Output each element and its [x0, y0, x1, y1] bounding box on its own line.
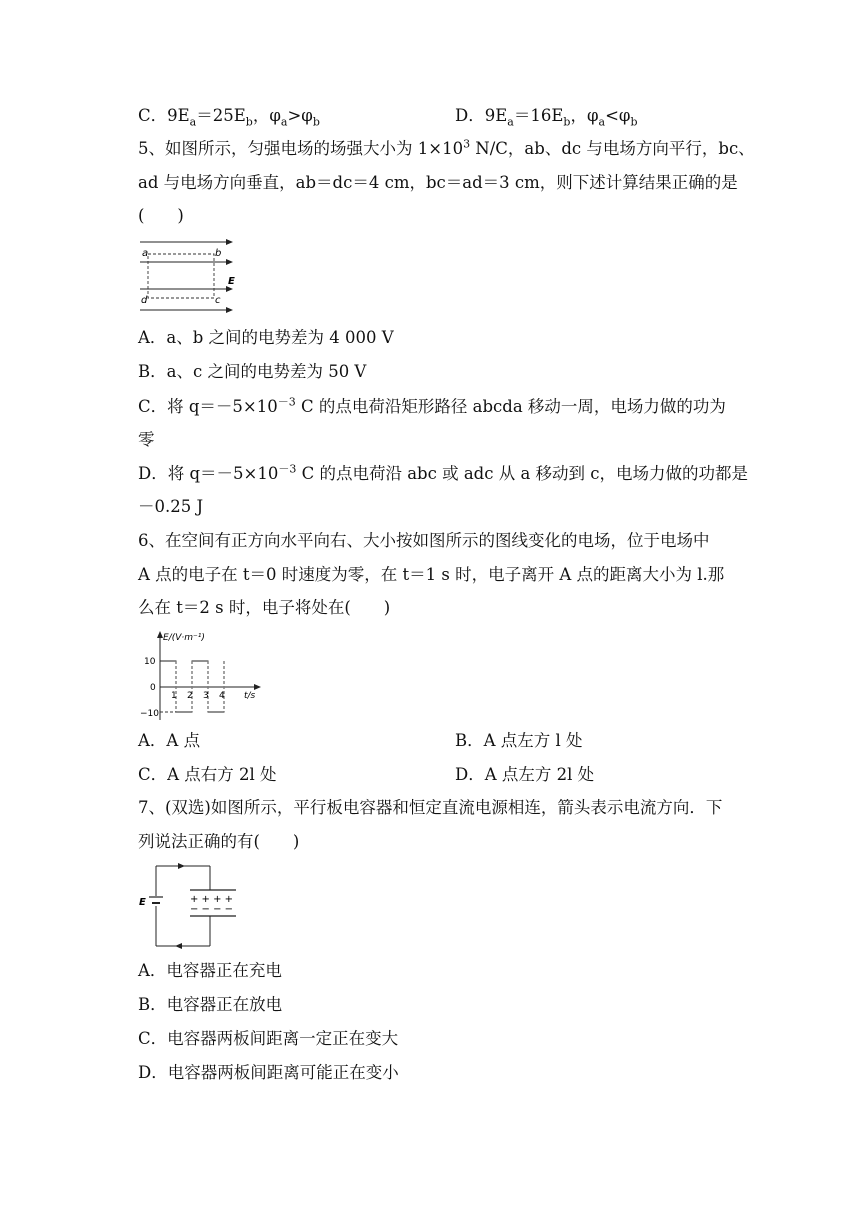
q7-option-d: D．电容器两板间距离可能正在变小 [138, 1063, 399, 1082]
q5-option-c-line2: 零 [138, 430, 155, 449]
capacitor-plus-charges: + + + + [190, 894, 234, 905]
label-c: c [215, 295, 221, 306]
y-axis-label: E/(V·m⁻¹) [163, 633, 205, 643]
label-d: d [141, 295, 148, 306]
q6-field-graph [138, 626, 268, 722]
label-e: E [228, 276, 235, 287]
y-tick-10: 10 [144, 657, 156, 667]
q5-option-d-line1: D．将 $q=-5\times 10^{-3}$ C 的点电荷沿 abc 或 adc 从 a 移动到 c，电场力做的功都是 [138, 462, 749, 483]
x-tick-4: 4 [219, 691, 225, 701]
q6-stem-line2: A 点的电子在 t＝0 时速度为零，在 t＝1 s 时，电子离开 A 点的距离大小为 l.那 [138, 565, 725, 584]
x-tick-3: 3 [203, 691, 209, 701]
q7-option-a: A．电容器正在充电 [138, 961, 282, 980]
x-tick-1: 1 [171, 691, 177, 701]
label-a: a [142, 248, 149, 259]
q5-option-b: B．a、c 之间的电势差为 50 V [138, 362, 367, 381]
q6-option-a: A．A 点 [138, 731, 201, 750]
q7-stem-line2: 列说法正确的有( ) [138, 832, 300, 851]
q5-stem-line1: 5、如图所示，匀强电场的场强大小为 $1\times 10^3$ N/C，ab、dc 与电场方向平行，bc、 [138, 137, 755, 158]
q6-option-c: C．A 点右方 2l 处 [138, 765, 277, 784]
q6-option-d: D．A 点左方 2l 处 [455, 765, 595, 784]
q5-stem-line3: ( ) [138, 206, 184, 225]
q7-stem-line1: 7、(双选)如图所示，平行板电容器和恒定直流电源相连，箭头表示电流方向．下 [138, 798, 723, 817]
battery-label-e: E [139, 897, 146, 908]
x-tick-2: 2 [187, 691, 193, 701]
label-b: b [215, 248, 222, 259]
q7-option-b: B．电容器正在放电 [138, 995, 283, 1014]
q7-circuit-figure [138, 858, 248, 950]
q6-option-b: B．A 点左方 l 处 [455, 731, 583, 750]
x-axis-label: t/s [244, 691, 256, 701]
y-tick-neg10: −10 [140, 709, 159, 719]
capacitor-minus-charges: − − − − [190, 904, 234, 915]
q6-stem-line3: 么在 t＝2 s 时，电子将处在( ) [138, 598, 391, 617]
q5-option-a: A．a、b 之间的电势差为 4 000 V [138, 328, 394, 347]
q4-option-c: C．$9E_a=25E_b$，$\varphi_a>\varphi_b$ [138, 106, 320, 129]
q7-option-c: C．电容器两板间距离一定正在变大 [138, 1029, 399, 1048]
q5-option-d-line2: －0.25 J [138, 497, 204, 516]
q4-option-d: D．$9E_a=16E_b$，$\varphi_a<\varphi_b$ [455, 106, 638, 129]
q6-stem-line1: 6、在空间有正方向水平向右、大小按如图所示的图线变化的电场，位于电场中 [138, 531, 710, 550]
q5-field-figure [138, 234, 248, 316]
q5-stem-line2: ad 与电场方向垂直，ab＝dc＝4 cm，bc＝ad＝3 cm，则下述计算结果正确的是 [138, 173, 738, 192]
q5-option-c-line1: C．将 $q=-5\times 10^{-3}$ C 的点电荷沿矩形路径 abcda 移动一周，电场力做的功为 [138, 395, 726, 416]
y-tick-0: 0 [150, 683, 156, 693]
